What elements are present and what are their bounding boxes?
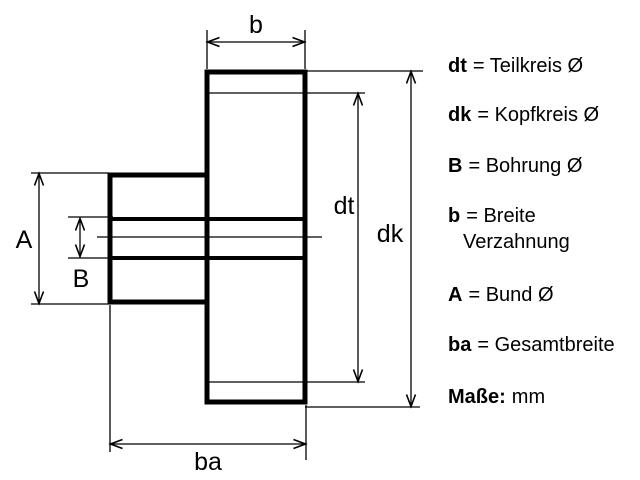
legend-definition-ba: = Gesamtbreite [477,334,615,356]
legend-definition-A: = Bund Ø [468,284,554,306]
legend-units [448,386,545,409]
dim-label-dt: dt [333,192,355,220]
legend-symbol-ba: ba [448,334,472,356]
legend-definition-b-line2: Verzahnung [463,231,570,253]
units-label: Maße: [448,386,506,408]
legend-symbol-b: b [448,205,461,227]
legend-item-b-line2 [463,231,570,254]
legend-item-B [448,155,582,178]
legend-definition-B: = Bohrung Ø [468,155,583,177]
legend-definition-dk: = Kopfkreis Ø [477,104,600,126]
legend-item-dt [448,55,583,78]
legend-item-dk [448,104,599,127]
legend-symbol-A: A [448,284,463,306]
legend-definition-b: = Breite [466,205,536,227]
dim-label-A: A [15,226,33,254]
dim-label-B: B [72,265,90,293]
legend-definition-dt: = Teilkreis Ø [472,55,584,77]
dim-label-ba: ba [194,448,222,476]
units-value: mm [511,386,546,408]
legend-symbol-B: B [448,155,463,177]
legend-item-ba [448,334,615,357]
dim-label-dk: dk [376,220,404,248]
legend-item-b [448,205,536,228]
legend-item-A [448,284,554,307]
dim-label-b: b [249,11,263,39]
legend-symbol-dk: dk [448,104,472,126]
legend-symbol-dt: dt [448,55,467,77]
